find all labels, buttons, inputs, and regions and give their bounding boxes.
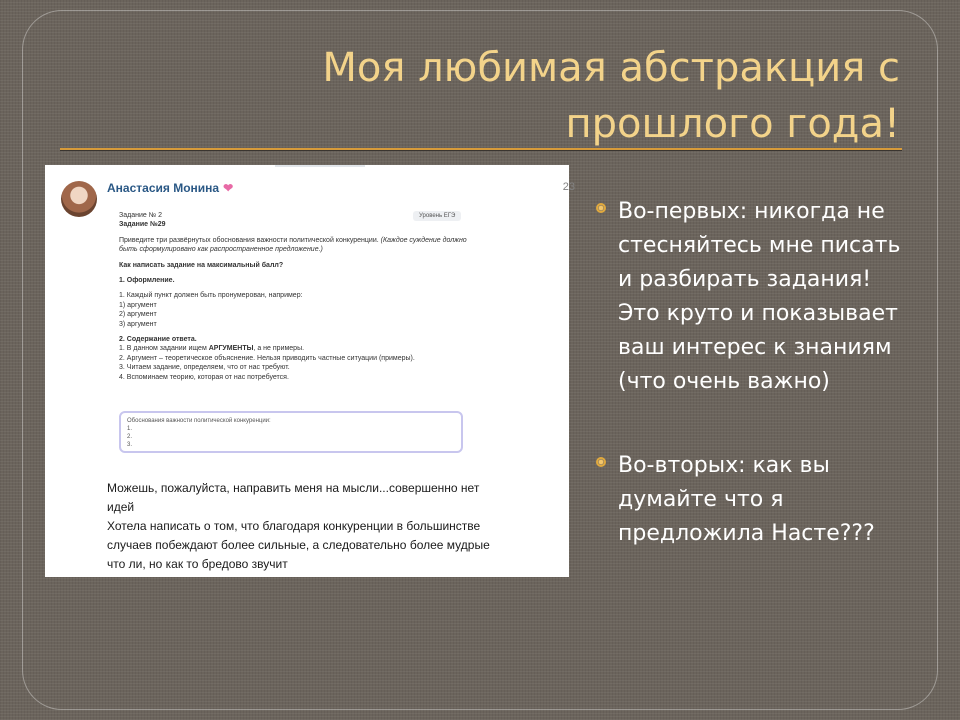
doc-heading: Как написать задание на максимальный балл? xyxy=(119,261,284,269)
title-divider xyxy=(60,148,902,151)
avatar xyxy=(61,181,97,217)
sender-name-text: Анастасия Монина xyxy=(107,181,220,195)
doc-line-part: , а не примеры. xyxy=(253,345,305,353)
bullet-item xyxy=(596,195,916,399)
message-line: Хотела написать о том, что благодаря конкуренции в большинстве xyxy=(107,519,481,533)
doc-line-strong: АРГУМЕНТЫ xyxy=(208,345,254,353)
message-line: что ли, но как то бредово звучит xyxy=(107,557,288,571)
sender-name xyxy=(107,181,233,195)
bullet-text: Во-вторых: как вы думайте что я предложила Насте??? xyxy=(618,453,875,546)
message-time: 23 xyxy=(562,181,575,193)
answer-box-item: 1. xyxy=(127,426,133,432)
doc-task-note: (Каждое суждение должно быть сформулировано как распространенное предложение.) xyxy=(119,236,467,254)
answer-box-title: Обоснования важности политической конкуренции: xyxy=(127,418,271,424)
doc-line: 1) аргумент xyxy=(119,301,157,309)
bullet-item xyxy=(596,449,916,551)
message-line: Можешь, пожалуйста, направить меня на мысли...совершенно нет xyxy=(107,481,480,495)
doc-line: Задание №29 xyxy=(119,221,166,229)
doc-heading: 1. Оформление. xyxy=(119,277,175,285)
bullet-text: Во-первых: никогда не стесняйтесь мне писать и разбирать задания! Это круто и показывает ваш интерес к знаниям (что очень важно) xyxy=(618,199,901,394)
doc-line: 3) аргумент xyxy=(119,320,157,328)
message-line: идей xyxy=(107,500,135,514)
answer-box-item: 2. xyxy=(127,434,133,440)
doc-line: 3. Читаем задание, определяем, что от нас требуют. xyxy=(119,364,290,372)
doc-task xyxy=(119,236,479,255)
message-line: случаев побеждают более сильные, а следовательно более мудрые xyxy=(107,538,490,552)
doc-line: Задание № 2 xyxy=(119,212,163,219)
doc-task-text: Приведите три развёрнутых обоснования важности политической конкуренции. xyxy=(119,236,379,244)
doc-line-part: 1. В данном задании ищем xyxy=(119,345,209,353)
heart-icon: ❤ xyxy=(223,181,234,195)
task-document xyxy=(119,211,479,382)
slide-title: Моя любимая абстракция с прошлого года! xyxy=(322,45,900,147)
doc-heading: 2. Содержание ответа. xyxy=(119,336,197,344)
doc-line: 2. Аргумент – теоретическое объяснение. Нельзя приводить частные ситуации (примеры). xyxy=(119,354,415,362)
answer-box xyxy=(119,411,463,453)
answer-box-item: 3. xyxy=(127,442,133,448)
bullet-list xyxy=(596,195,916,551)
doc-line: 1. Каждый пункт должен быть пронумерован, например: xyxy=(119,292,303,300)
level-badge: Уровень ЕГЭ xyxy=(413,211,461,221)
bullet-marker-icon xyxy=(596,457,606,467)
doc-line: 2) аргумент xyxy=(119,311,157,319)
screenshot-top-edge xyxy=(275,165,365,167)
message-text xyxy=(107,479,563,574)
doc-line xyxy=(119,344,479,353)
bullet-marker-icon xyxy=(596,203,606,213)
doc-line: 4. Вспоминаем теорию, которая от нас потребуется. xyxy=(119,373,289,381)
message-screenshot xyxy=(45,165,575,577)
